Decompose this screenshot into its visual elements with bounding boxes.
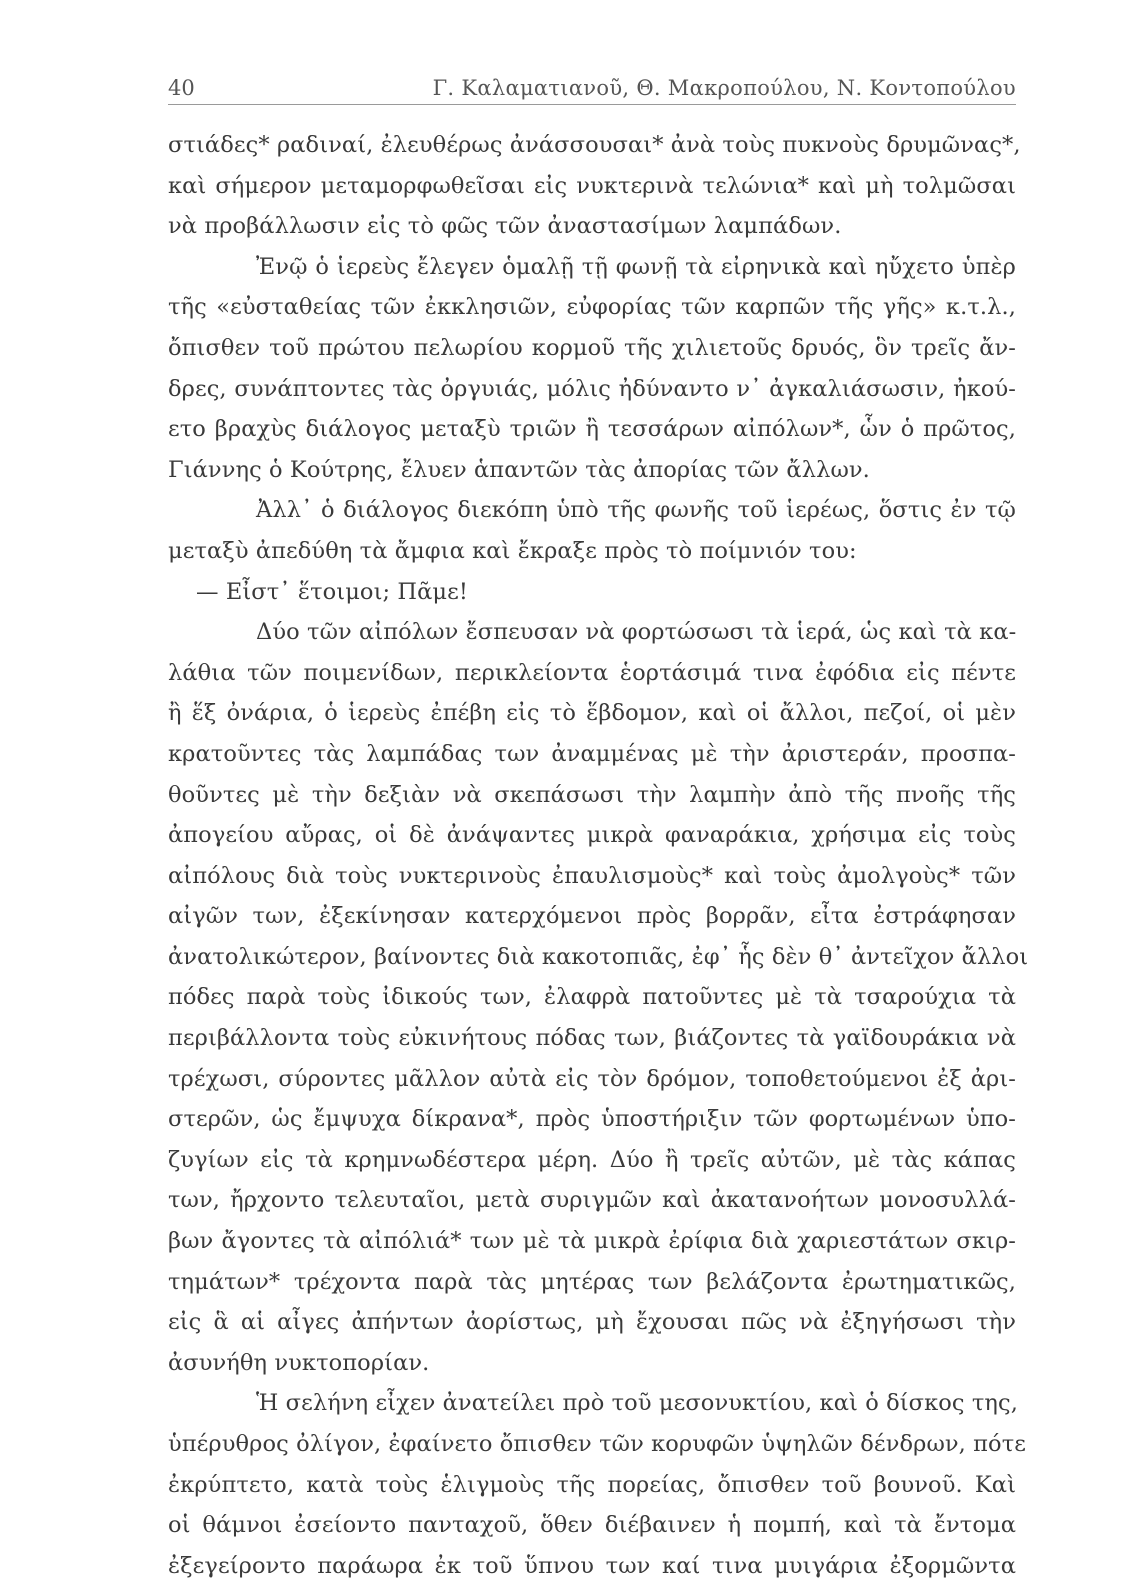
- text-line: νὰ προβάλλωσιν εἰς τὸ φῶς τῶν ἀναστασίμων λαμπάδων.: [168, 213, 842, 240]
- text-line: πόδες παρὰ τοὺς ἰδικούς των, ἐλαφρὰ πατοῦντες μὲ τὰ τσαρούχια τὰ: [168, 984, 1016, 1011]
- body-text: [168, 125, 1029, 1586]
- paragraph-start-line: Δύο τῶν αἰπόλων ἔσπευσαν νὰ φορτώσωσι τὰ ἱερά, ὡς καὶ τὰ κα-: [256, 619, 1017, 646]
- paragraph-start-line: Ἐνῷ ὁ ἱερεὺς ἔλεγεν ὁμαλῇ τῇ φωνῇ τὰ εἰρηνικὰ καὶ ηὔχετο ὑπὲρ: [256, 253, 1016, 280]
- text-line: κρατοῦντες τὰς λαμπάδας των ἀναμμένας μὲ τὴν ἀριστεράν, προσπα-: [168, 740, 1016, 767]
- text-line: ὄπισθεν τοῦ πρώτου πελωρίου κορμοῦ τῆς χιλιετοῦς δρυός, ὃν τρεῖς ἄν-: [168, 334, 1016, 361]
- text-line: ἀσυνήθη νυκτοπορίαν.: [168, 1349, 430, 1376]
- text-line: θοῦντες μὲ τὴν δεξιὰν νὰ σκεπάσωσι τὴν λαμπὴν ἀπὸ τῆς πνοῆς τῆς: [168, 781, 1016, 808]
- text-line: βων ἄγοντες τὰ αἰπόλιά* των μὲ τὰ μικρὰ ἐρίφια διὰ χαριεστάτων σκιρ-: [168, 1228, 1016, 1255]
- running-head: [168, 70, 1016, 105]
- paragraph-start-line: Ἡ σελήνη εἶχεν ἀνατείλει πρὸ τοῦ μεσονυκτίου, καὶ ὁ δίσκος της,: [256, 1390, 1018, 1417]
- text-line: δρες, συνάπτοντες τὰς ὀργυιάς, μόλις ἠδύναντο ν᾽ ἀγκαλιάσωσιν, ἠκού-: [168, 375, 1016, 402]
- text-line: περιβάλλοντα τοὺς εὐκινήτους πόδας των, βιάζοντες τὰ γαϊδουράκια νὰ: [168, 1025, 1016, 1052]
- text-line: ἢ ἕξ ὀνάρια, ὁ ἱερεὺς ἐπέβη εἰς τὸ ἕβδομον, καὶ οἱ ἄλλοι, πεζοί, οἱ μὲν: [168, 700, 1016, 727]
- text-line: ἀπογείου αὔρας, οἱ δὲ ἀνάψαντες μικρὰ φαναράκια, χρήσιμα εἰς τοὺς: [168, 822, 1016, 849]
- text-line: αἰπόλους διὰ τοὺς νυκτερινοὺς ἐπαυλισμοὺς* καὶ τοὺς ἀμολγοὺς* τῶν: [168, 862, 1016, 889]
- text-line: στιάδες* ραδιναί, ἐλευθέρως ἀνάσσουσαι* ἀνὰ τοὺς πυκνοὺς δρυμῶνας*,: [168, 132, 1021, 158]
- text-line: ζυγίων εἰς τὰ κρημνωδέστερα μέρη. Δύο ἢ τρεῖς αὐτῶν, μὲ τὰς κάπας: [168, 1146, 1016, 1173]
- book-page: [168, 70, 1029, 1586]
- text-line: στερῶν, ὡς ἔμψυχα δίκρανα*, πρὸς ὑποστήριξιν τῶν φορτωμένων ὑπο-: [168, 1106, 1016, 1133]
- text-line: λάθια τῶν ποιμενίδων, περικλείοντα ἑορτάσιμά τινα ἐφόδια εἰς πέντε: [168, 659, 1016, 686]
- dialogue-line: — Εἶστ᾽ ἕτοιμοι; Πᾶμε!: [196, 578, 469, 605]
- page-number: 40: [168, 76, 195, 100]
- text-line: αἰγῶν των, ἐξεκίνησαν κατερχόμενοι πρὸς βορρᾶν, εἶτα ἐστράφησαν: [168, 903, 1016, 930]
- text-line: ἐκρύπτετο, κατὰ τοὺς ἑλιγμοὺς τῆς πορείας, ὄπισθεν τοῦ βουνοῦ. Καὶ: [168, 1471, 1016, 1498]
- text-line: ἐξεγείροντο παράωρα ἐκ τοῦ ὕπνου των καί τινα μυιγάρια ἐξορμῶντα: [168, 1552, 1016, 1579]
- text-line: εἰς ἃ αἱ αἶγες ἀπήντων ἀορίστως, μὴ ἔχουσαι πῶς νὰ ἐξηγήσωσι τὴν: [168, 1309, 1016, 1336]
- text-line: οἱ θάμνοι ἐσείοντο πανταχοῦ, ὅθεν διέβαινεν ἡ πομπή, καὶ τὰ ἔντομα: [168, 1512, 1016, 1539]
- text-line: των, ἤρχοντο τελευταῖοι, μετὰ συριγμῶν καὶ ἀκατανοήτων μονοσυλλά-: [168, 1187, 1016, 1214]
- text-line: τῆς «εὐσταθείας τῶν ἐκκλησιῶν, εὐφορίας τῶν καρπῶν τῆς γῆς» κ.τ.λ.,: [168, 294, 1016, 321]
- header-authors: Γ. Καλαματιανοῦ, Θ. Μακροπούλου, Ν. Κοντοπούλου: [432, 76, 1016, 100]
- text-line: τρέχωσι, σύροντες μᾶλλον αὐτὰ εἰς τὸν δρόμον, τοποθετούμενοι ἐξ ἀρι-: [168, 1065, 1016, 1092]
- text-line: τημάτων* τρέχοντα παρὰ τὰς μητέρας των βελάζοντα ἐρωτηματικῶς,: [168, 1268, 1016, 1295]
- text-line: ετο βραχὺς διάλογος μεταξὺ τριῶν ἢ τεσσάρων αἰπόλων*, ὧν ὁ πρῶτος,: [168, 416, 1016, 443]
- text-line: καὶ σήμερον μεταμορφωθεῖσαι εἰς νυκτερινὰ τελώνια* καὶ μὴ τολμῶσαι: [168, 172, 1016, 199]
- text-line: ἀνατολικώτερον, βαίνοντες διὰ κακοτοπιᾶς, ἐφ᾽ ἧς δὲν θ᾽ ἀντεῖχον ἄλλοι: [168, 943, 1029, 970]
- paragraph-start-line: Ἀλλ᾽ ὁ διάλογος διεκόπη ὑπὸ τῆς φωνῆς τοῦ ἱερέως, ὅστις ἐν τῷ: [256, 497, 1016, 524]
- text-line: ὑπέρυθρος ὀλίγον, ἐφαίνετο ὄπισθεν τῶν κορυφῶν ὑψηλῶν δένδρων, πότε: [168, 1431, 1027, 1457]
- text-line: Γιάννης ὁ Κούτρης, ἔλυεν ἁπαντῶν τὰς ἀπορίας τῶν ἄλλων.: [168, 456, 870, 483]
- text-line: μεταξὺ ἀπεδύθη τὰ ἄμφια καὶ ἔκραξε πρὸς τὸ ποίμνιόν του:: [168, 537, 857, 564]
